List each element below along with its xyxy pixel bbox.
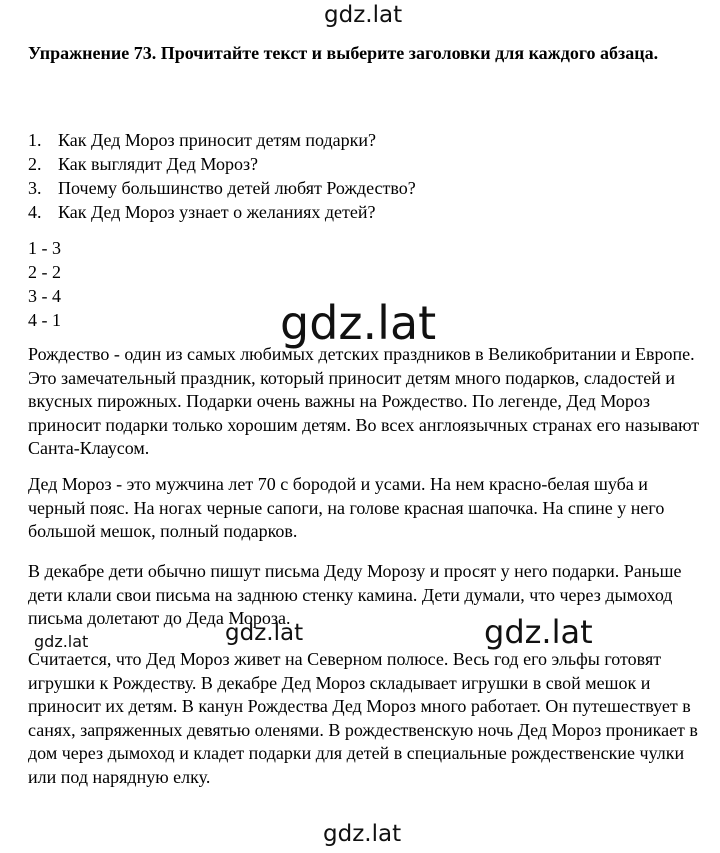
list-item bbox=[28, 152, 708, 176]
question-number: 1. bbox=[28, 130, 42, 150]
list-item bbox=[28, 128, 708, 152]
answer-item: 1 - 3 bbox=[28, 238, 61, 258]
answer-item: 2 - 2 bbox=[28, 262, 61, 282]
question-number: 4. bbox=[28, 202, 42, 222]
question-number: 3. bbox=[28, 178, 42, 198]
question-list bbox=[28, 128, 708, 224]
watermark-mid-center: gdz.lat bbox=[225, 620, 304, 646]
paragraph-2: Дед Мороз - это мужчина лет 70 с бородой и усами. На нем красно-белая шуба и черный пояс. На ногах черные сапоги, на голове красная шапочка. На спине у него большой мешок, полный подарков. bbox=[28, 474, 665, 541]
answer-item: 4 - 1 bbox=[28, 310, 61, 330]
answer-item: 3 - 4 bbox=[28, 286, 61, 306]
paragraph-3: В декабре дети обычно пишут письма Деду Морозу и просят у него подарки. Раньше дети клали свои письма на заднюю стенку камина. Дети думали, что через дымоход письма долетают до Деда Мороза. bbox=[28, 561, 682, 628]
question-text: Почему большинство детей любят Рождество? bbox=[58, 178, 416, 198]
watermark-middle: gdz.lat bbox=[280, 296, 437, 350]
question-text: Как Дед Мороз приносит детям подарки? bbox=[58, 130, 376, 150]
watermark-top: gdz.lat bbox=[324, 2, 403, 28]
paragraph-4: Считается, что Дед Мороз живет на Северном полюсе. Весь год его эльфы готовят игрушки к Рождеству. В декабре Дед Мороз складывает игрушки в свой мешок и приносит их детям. В канун Рождества Дед Мороз много работает. Он путешествует в санях, запряженных девятью оленями. В рождественскую ночь Дед Мороз проникает в дом через дымоход и кладет подарки для детей в специальные рождественские чулки или под нарядную елку. bbox=[28, 649, 698, 787]
question-text: Как Дед Мороз узнает о желаниях детей? bbox=[58, 202, 376, 222]
paragraph-1: Рождество - один из самых любимых детских праздников в Великобритании и Европе. Это замечательный праздник, который приносит детям много подарков, сладостей и вкусных пирожных. Подарки очень важны на Рождество. По легенде, Дед Мороз приносит подарки только хорошим детям. Во всех англоязычных странах его называют Санта-Клаусом. bbox=[28, 344, 700, 458]
question-number: 2. bbox=[28, 154, 42, 174]
question-text: Как выглядит Дед Мороз? bbox=[58, 154, 259, 174]
watermark-mid-right: gdz.lat bbox=[484, 613, 593, 651]
exercise-title: Упражнение 73. Прочитайте текст и выберите заголовки для каждого абзаца. bbox=[28, 43, 659, 63]
watermark-bottom: gdz.lat bbox=[323, 821, 402, 847]
list-item bbox=[28, 176, 708, 200]
list-item bbox=[28, 200, 708, 224]
watermark-small-left: gdz.lat bbox=[34, 632, 89, 651]
